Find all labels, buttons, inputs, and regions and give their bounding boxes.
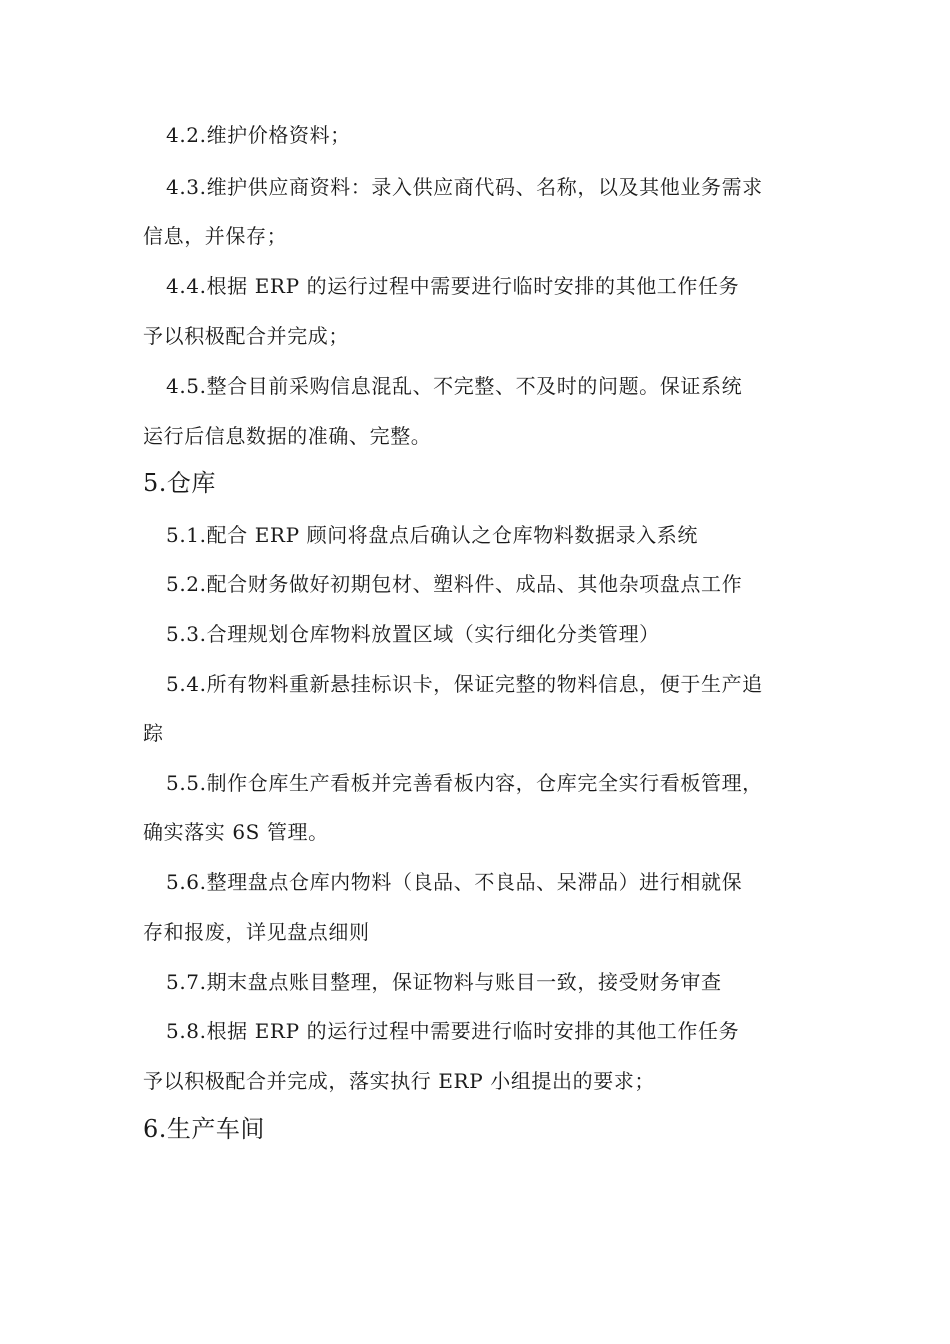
item-5-8-line1: 5.8.根据 ERP 的运行过程中需要进行临时安排的其他工作任务 <box>166 1019 740 1043</box>
section-5-heading: 5.仓库 <box>143 469 216 497</box>
item-4-5-line1: 4.5.整合目前采购信息混乱、不完整、不及时的问题。保证系统 <box>166 374 743 398</box>
item-5-6-line1: 5.6.整理盘点仓库内物料（良品、不良品、呆滞品）进行相就保 <box>166 870 743 894</box>
item-4-4-line1: 4.4.根据 ERP 的运行过程中需要进行临时安排的其他工作任务 <box>166 274 740 298</box>
item-4-4-line2: 予以积极配合并完成； <box>143 324 349 348</box>
item-5-6-line2: 存和报废，详见盘点细则 <box>143 920 370 944</box>
item-4-5-line2: 运行后信息数据的准确、完整。 <box>143 424 432 448</box>
item-5-7: 5.7.期末盘点账目整理，保证物料与账目一致，接受财务审查 <box>166 970 722 994</box>
item-5-8-line2: 予以积极配合并完成，落实执行 ERP 小组提出的要求； <box>143 1069 656 1093</box>
item-5-4-line1: 5.4.所有物料重新悬挂标识卡，保证完整的物料信息，便于生产追 <box>166 672 763 696</box>
item-4-3-line1: 4.3.维护供应商资料：录入供应商代码、名称，以及其他业务需求 <box>166 175 763 199</box>
item-5-1: 5.1.配合 ERP 顾问将盘点后确认之仓库物料数据录入系统 <box>166 523 698 547</box>
item-4-2: 4.2.维护价格资料； <box>166 123 351 147</box>
item-5-5-line1: 5.5.制作仓库生产看板并完善看板内容，仓库完全实行看板管理， <box>166 771 763 795</box>
item-4-3-line2: 信息，并保存； <box>143 224 288 248</box>
section-6-heading: 6.生产车间 <box>143 1115 265 1143</box>
item-5-5-line2: 确实落实 6S 管理。 <box>143 820 329 844</box>
item-5-2: 5.2.配合财务做好初期包材、塑料件、成品、其他杂项盘点工作 <box>166 572 743 596</box>
item-5-3: 5.3.合理规划仓库物料放置区域（实行细化分类管理） <box>166 622 660 646</box>
item-5-4-line2: 踪 <box>143 721 164 745</box>
